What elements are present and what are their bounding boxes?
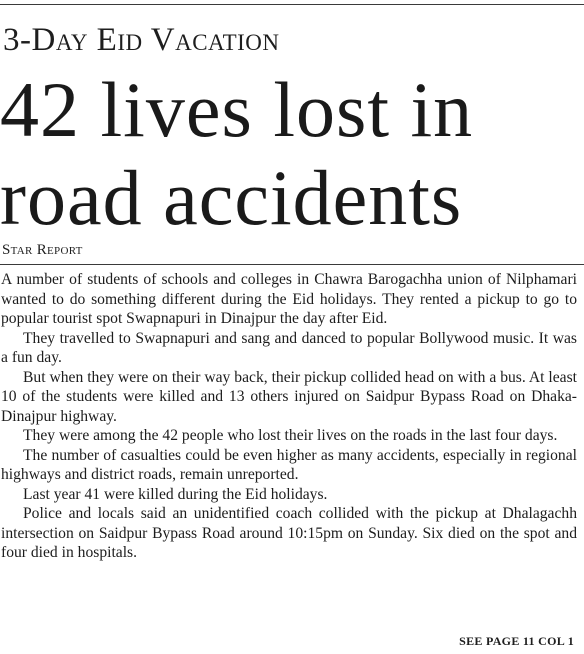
headline-line-2: road accidents	[0, 154, 463, 241]
article-paragraph: Last year 41 were killed during the Eid holidays.	[23, 485, 328, 503]
article-body	[1, 270, 577, 563]
article-paragraph: But when they were on their way back, their pickup collided head on with a bus. At least 10 of the students were killed and 13 others injured on Saidpur Bypass Road on Dhaka-Dinajpur highway.	[1, 368, 577, 425]
byline-rule	[0, 264, 584, 265]
article-paragraph: A number of students of schools and colleges in Chawra Barogachha union of Nilphamari wanted to do something different during the Eid holidays. They rented a pickup to go to popular tourist spot Swapnapuri in Dinajpur the day after Eid.	[1, 271, 577, 327]
kicker: 3-Day Eid Vacation	[3, 22, 280, 58]
article-paragraph: They travelled to Swapnapuri and sang and danced to popular Bollywood music. It was a fun day.	[1, 329, 577, 366]
headline-line-1: 42 lives lost in	[0, 66, 474, 153]
article-paragraph: They were among the 42 people who lost their lives on the roads in the last four days.	[23, 427, 558, 444]
top-rule	[0, 4, 584, 5]
article-paragraph: The number of casualties could be even higher as many accidents, especially in regional highways and district roads, remain unreported.	[1, 446, 577, 483]
continued-on-page: SEE PAGE 11 COL 1	[459, 634, 574, 648]
byline: Star Report	[2, 242, 83, 258]
article-paragraph: Police and locals said an unidentified coach collided with the pickup at Dhalagachh intersection on Saidpur Bypass Road around 10:15pm on Sunday. Six died on the spot and four died in hospitals.	[1, 505, 577, 561]
headline	[0, 66, 584, 242]
